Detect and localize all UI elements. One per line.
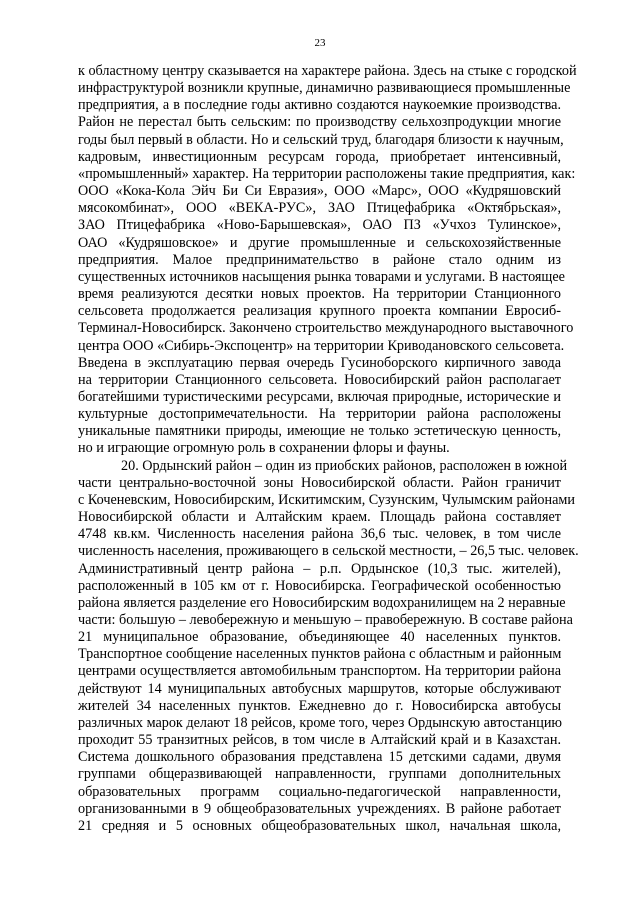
text-line: Район не перестал быть сельским: по производству сельхозпродукции многие xyxy=(78,114,561,131)
text-line: района является разделение его Новосибирским водохранилищем на 2 неравные xyxy=(78,594,566,611)
text-line: к областному центру сказывается на характере района. Здесь на стыке с городской xyxy=(78,63,577,79)
text-line: Система дошкольного образования представлена 15 детскими садами, двумя xyxy=(78,749,561,766)
text-line: ОАО «Кудряшовское» и другие промышленные и сельскохозяйственные xyxy=(78,234,561,251)
text-line: 21 средняя и 5 основных общеобразовательных школ, начальная школа, xyxy=(78,817,561,834)
text-line: культурные достопримечательности. На территории района расположены xyxy=(78,406,561,423)
text-line: с Коченевским, Новосибирским, Искитимским, Сузунским, Чулымским районами xyxy=(78,491,575,508)
text-line: организованными в 9 общеобразовательных учреждениях. В районе работает xyxy=(78,800,561,817)
text-line: Терминал-Новосибирск. Закончено строительство международного выставочного xyxy=(78,320,574,337)
text-line: численность населения, проживающего в сельской местности, – 26,5 тыс. человек. xyxy=(78,543,579,560)
page-number: 23 xyxy=(314,37,326,49)
text-line: годы был первый в области. Но и сельский труд, благодаря близости к научным, xyxy=(78,131,564,148)
text-line: Административный центр района – р.п. Ордынское (10,3 тыс. жителей), xyxy=(78,560,561,577)
text-line: предприятия, а в последние годы активно создаются наукоемкие производства. xyxy=(78,97,561,114)
text-line: части центрально-восточной зоны Новосибирской области. Район граничит xyxy=(78,474,561,491)
text-line: 4748 кв.км. Численность населения района 36,6 тыс. человек, в том числе xyxy=(78,526,561,543)
text-line: существенных источников насыщения рынка товарами и услугами. В настоящее xyxy=(78,268,565,285)
text-line: 20. Ордынский район – один из приобских районов, расположен в южной xyxy=(121,457,568,474)
text-line: инфраструктурой возникли крупные, динамично развивающиеся промышленные xyxy=(78,80,571,97)
text-line: предприятия. Малое предпринимательство в районе стало одним из xyxy=(78,251,561,268)
text-line: уникальные памятники природы, имеющие не только эстетическую ценность, xyxy=(78,423,561,440)
text-line: сельсовета продолжается реализация крупного проекта компании Евросиб- xyxy=(78,303,561,320)
paragraph-novosibirsk-district xyxy=(78,63,577,458)
text-line: жителей 34 населенных пунктов. Ежедневно до г. Новосибирска автобусы xyxy=(78,697,561,714)
text-line: время реализуются десятки новых проектов. На территории Станционного xyxy=(78,286,561,303)
text-line: расположенный в 105 км от г. Новосибирска. Географической особенностью xyxy=(78,577,561,594)
text-line: ООО «Кока-Кола Эйч Би Си Евразия», ООО «Марс», ООО «Кудряшовский xyxy=(78,183,561,200)
text-line: группами общеразвивающей направленности, группами дополнительных xyxy=(78,766,561,783)
text-line: центрами осуществляется автомобильным транспортом. На территории района xyxy=(78,663,561,680)
text-line: богатейшими туристическими ресурсами, включая природные, исторические и xyxy=(78,388,561,405)
text-line: центра ООО «Сибирь-Экспоцентр» на территории Криводановского сельсовета. xyxy=(78,337,565,354)
text-line: кадровым, инвестиционным ресурсам города, приобретает интенсивный, xyxy=(78,148,561,165)
text-line: но и играющие огромную роль в сохранении флоры и фауны. xyxy=(78,440,450,457)
text-line: мясокомбинат», ООО «ВЕКА-РУС», ЗАО Птицефабрика «Октябрьская», xyxy=(78,200,561,217)
paragraph-ordynsky-district xyxy=(78,457,579,835)
text-line: образовательных программ социально-педагогической направленности, xyxy=(78,783,561,800)
text-line: части: большую – левобережную и меньшую – правобережную. В составе района xyxy=(78,612,573,628)
text-line: различных марок делают 18 рейсов, кроме того, через Ордынскую автостанцию xyxy=(78,714,563,731)
text-line: 21 муниципальное образование, объединяющее 40 населенных пунктов. xyxy=(78,629,561,646)
text-line: Транспортное сообщение населенных пунктов района с областным и районным xyxy=(78,646,562,663)
text-line: Новосибирской области и Алтайским краем. Площадь района составляет xyxy=(78,509,561,526)
text-line: ЗАО Птицефабрика «Ново-Барышевская», ОАО ПЗ «Учхоз Тулинское», xyxy=(78,217,561,234)
text-line: на территории Станционного сельсовета. Новосибирский район располагает xyxy=(78,371,561,388)
text-line: проходит 55 транзитных рейсов, в том числе в Алтайский край и в Казахстан. xyxy=(78,732,561,749)
text-line: Введена в эксплуатацию первая очередь Гусиноборского кирпичного завода xyxy=(78,354,561,371)
text-line: действуют 14 муниципальных автобусных маршрутов, которые обслуживают xyxy=(78,680,561,697)
text-line: «промышленный» характер. На территории расположены такие предприятия, как: xyxy=(78,165,576,182)
document-body xyxy=(78,63,579,835)
